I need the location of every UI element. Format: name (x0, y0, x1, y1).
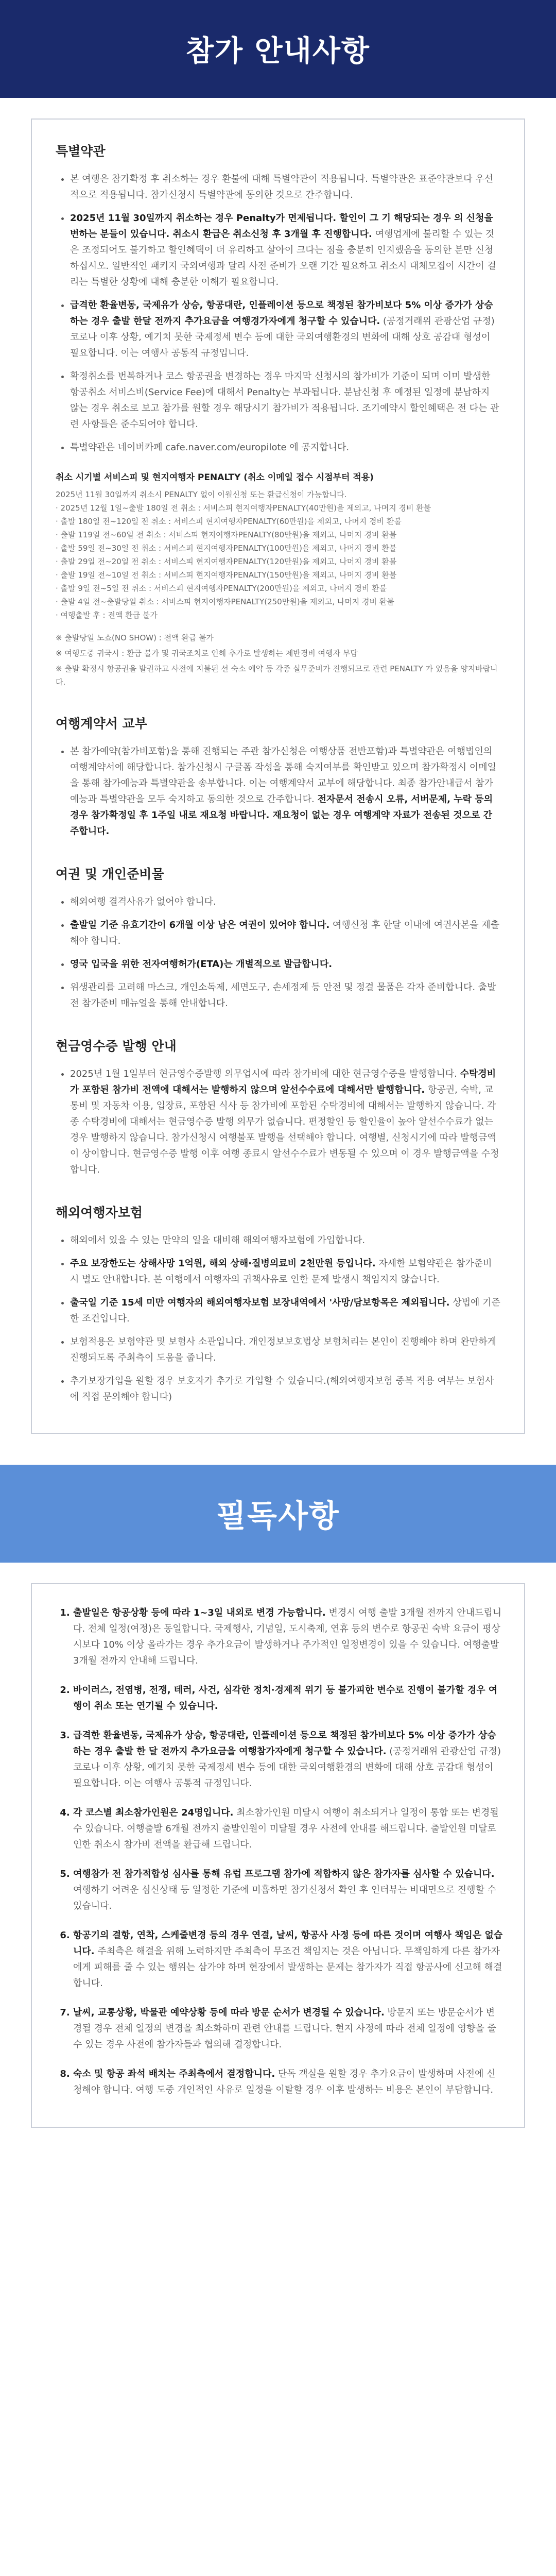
footnote: ※ 출발 확정시 항공권을 발권하고 사전에 지불된 선 숙소 예약 등 각종 실무준비가 진행되므로 관련 PENALTY 가 있음을 양지바랍니다. (56, 664, 498, 687)
special-terms-section (56, 141, 500, 689)
penalty-line: · 출발 180일 전~120일 전 취소 : 서비스피 현지여행자PENALTY(60만원)을 제외고, 나머지 경비 환불 (56, 517, 402, 526)
item-text: 환불에 대해 특별약관이 적용됩니다. 특별약관은 표준약관보다 우선적으로 적용됩니다. 참가신청시 특별약관에 동의한 것으로 간주합니다. (70, 174, 494, 200)
item-text: 상법에 기준한 조건입니다. (70, 1297, 500, 1324)
penalty-line: 2025년 11월 30일까지 취소시 PENALTY 없이 이월신청 또는 환급신청이 가능합니다. (56, 490, 347, 499)
numbered-item (73, 2005, 503, 2053)
list-item (70, 171, 500, 203)
numbered-item (73, 1866, 503, 1914)
numbered-item (73, 2066, 503, 2098)
item-emphasis: 항공기의 결항, 연착, 스케줄변경 등의 경우 연결, 날씨, 항공사 사정 등에 따른 것이며 여행사 책임은 없습니다. (73, 1930, 503, 1957)
receipt-section (56, 1036, 500, 1178)
passport-section (56, 864, 500, 1011)
penalty-line: · 출발 119일 전~60일 전 취소 : 서비스피 현지여행자PENALTY(80만원)을 제외고, 나머지 경비 환불 (56, 530, 397, 539)
list-item (70, 894, 500, 910)
item-text: 추가보장가입을 원할 경우 보호자가 추가로 가입할 수 있습니다.(해외여행자보험 중복 적용 여부는 보험사에 직접 문의해야 합니다) (70, 1376, 494, 1402)
item-text: 해외에서 있을 수 있는 만약의 일을 대비해 해외여행자보험에 가입합니다. (70, 1235, 366, 1246)
numbered-item (73, 1927, 503, 1991)
item-emphasis: 바이러스, 전염병, 전쟁, 테러, 사건, 심각한 정치·경제적 위기 등 불가피한 변수로 진행이 불가할 경우 여행이 취소 또는 연기될 수 있습니다. (73, 1685, 498, 1711)
bullet-list (56, 171, 500, 455)
list-item (70, 368, 500, 432)
penalty-line: · 출발 29일 전~20일 전 취소 : 서비스피 현지여행자PENALTY(120만원)을 제외고, 나머지 경비 환불 (56, 557, 397, 566)
item-text: 보험적용은 보험약관 및 보험사 소관입니다. 개인정보보호법상 보험처리는 본인이 진행해야 하며 완만하게 진행되도록 주최측이 도움을 줍니다. (70, 1336, 497, 1363)
contract-section (56, 714, 500, 839)
item-text: 해외여행 결격사유가 없어야 합니다. (70, 896, 216, 907)
numbered-item (73, 1805, 503, 1853)
penalty-line: · 여행출발 후 : 전액 환급 불가 (56, 611, 158, 620)
footnote: ※ 출발당일 노쇼(NO SHOW) : 전액 환급 불가 (56, 633, 214, 642)
item-text: 2025년 1월 1일부터 현금영수증발행 의무업시에 따라 참가비에 대한 현금영수증을 발행합니다. (70, 1069, 460, 1079)
penalty-line: · 출발 59일 전~30일 전 취소 : 서비스피 현지여행자PENALTY(100만원)을 제외고, 나머지 경비 환불 (56, 544, 397, 553)
list-item (70, 1334, 500, 1366)
section-heading: 현금영수증 발행 안내 (56, 1039, 177, 1054)
item-emphasis: 숙소 및 항공 좌석 배치는 주최측에서 결정합니다. (73, 2069, 275, 2079)
item-text: 여행신청 후 한달 이내에 여권사본을 제출해야 합니다. (70, 920, 500, 946)
numbered-item (73, 1682, 503, 1714)
item-emphasis: 영국 입국을 위한 전자여행허가(ETA)는 개별적으로 발급합니다. (70, 959, 333, 970)
penalty-list (56, 488, 500, 622)
bullet-list (56, 1232, 500, 1405)
item-emphasis: 각 코스별 최소참가인원은 24명입니다. (73, 1807, 234, 1818)
bullet-list (56, 1066, 500, 1178)
list-item (70, 297, 500, 361)
item-text: 주최측은 해결을 위해 노력하지만 주최측이 무조건 책임지는 것은 아닙니다. 무책임하게 다른 참가자에게 피해를 줄 수 있는 행위는 삼가야 하며 현장에서 발생하는 문제는 참가자가 직접 항공사에 신고해 해결합니다. (73, 1946, 502, 1989)
list-item (70, 1373, 500, 1405)
list-item (70, 1066, 500, 1178)
item-emphasis: 날씨, 교통상황, 박물관 예약상황 등에 따라 방문 순서가 변경될 수 있습니다. (73, 2007, 385, 2018)
item-text: (공정거래위 관광산업 규정) 코로나 이후 상황, 예기치 못한 국제정세 변수 등에 대한 국외여행환경의 변화에 대해 상호 공감대 형성이 필요합니다. 이는 여행사 공통적 규정입니다. (73, 1746, 501, 1789)
list-item (70, 917, 500, 949)
notice-box (31, 118, 525, 1434)
bullet-list (56, 743, 500, 839)
footnote: ※ 여행도중 귀국시 : 환급 불가 및 귀국조치로 인해 추가로 발생하는 제반경비 여행자 부담 (56, 649, 358, 658)
penalty-line: · 출발 4일 전~출발당일 취소 : 서비스피 현지여행자PENALTY(250만원)을 제외고, 나머지 경비 환불 (56, 597, 394, 606)
item-text: 여행업계에 불리할 수 있는 것은 조정되어도 불가하고 할인혜택이 더 유리하고 살아이 크다는 점을 충분히 인지했음을 동의한 분만 신청하십시오. 일반적인 패키지 국외여행과 달리 사전 준비가 오랜 기간 필요하고 취소시 대체모집이 시간이 걸리는 특별한 상황에 대해 충분한 이해가 필요합니다. (70, 229, 496, 287)
section-heading: 해외여행자보험 (56, 1205, 143, 1220)
item-emphasis: 수탁경비가 포함된 참가비 전액에 대해서는 발행하지 않으며 알선수수료에 대해서만 발행합니다. (70, 1069, 496, 1095)
item-text: 여행하기 어려운 심신상태 등 일정한 기준에 미흡하면 참가신청서 확인 후 인터뷰는 비대면으로 진행할 수 있습니다. (73, 1885, 497, 1911)
item-emphasis: 여행참가 전 참가적합성 심사를 통해 유럽 프로그램 참가에 적합하지 않은 참가자를 심사할 수 있습니다. (73, 1869, 495, 1879)
item-text: (공정거래위 관광산업 규정) 코로나 이후 상황, 예기치 못한 국제정세 변수 등에 대한 국외여행환경의 변화에 대해 상호 공감대 형성이 필요합니다. 이는 여행사 공통적 규정입니다. (70, 316, 495, 359)
insurance-section (56, 1202, 500, 1405)
item-emphasis: 급격한 환율변동, 국제유가 상승, 항공대란, 인플레이션 등으로 책정된 참가비보다 5% 이상 증가가 상승하는 경우 출발 한달 전까지 추가요금을 여행경가자에게 청구할 수 있습니다. (70, 300, 493, 327)
item-text: 특별약관은 네이버카페 cafe.naver.com/europilote 에 공지합니다. (70, 442, 350, 453)
section-heading: 여권 및 개인준비물 (56, 867, 164, 882)
item-text: 본 여행은 참가확정 후 취소하는 경우 (70, 174, 222, 184)
numbered-list (53, 1605, 503, 2098)
must-read-title: 필독사항 (216, 1498, 340, 1534)
must-read-box (31, 1583, 525, 2128)
section-title: 참가 안내사항 (185, 35, 371, 68)
item-emphasis: 주요 보장한도는 상해사망 1억원, 해외 상해·질병의료비 2천만원 등입니다. (70, 1258, 376, 1269)
list-item (70, 1232, 500, 1248)
list-item (70, 956, 500, 972)
list-item (70, 439, 500, 455)
list-item (70, 1256, 500, 1287)
penalty-line: · 출발 19일 전~10일 전 취소 : 서비스피 현지여행자PENALTY(150만원)을 제외고, 나머지 경비 환불 (56, 570, 397, 580)
item-emphasis: 출발일은 항공상황 등에 따라 1~3일 내외로 변경 가능합니다. (73, 1607, 326, 1618)
penalty-line: · 2025년 12월 1일~출발 180일 전 취소 : 서비스피 현지여행자PENALTY(40만원)을 제외고, 나머지 경비 환불 (56, 503, 431, 513)
must-read-header (0, 1465, 556, 1563)
item-text: 위생관리를 고려해 마스크, 개인소독제, 세면도구, 손세정제 등 안전 및 정결 물품은 각자 준비합니다. 출발 전 참가준비 매뉴얼을 통해 안내합니다. (70, 982, 496, 1009)
footnotes (56, 631, 500, 689)
list-item (70, 210, 500, 290)
item-emphasis: 급격한 환율변동, 국제유가 상승, 항공대란, 인플레이션 등으로 책정된 참가비보다 5% 이상 증가가 상승하는 경우 출발 한 달 전까지 추가요금을 여행참가자에게 청구할 수 있습니다. (73, 1730, 496, 1757)
penalty-line: · 출발 9일 전~5일 전 취소 : 서비스피 현지여행자PENALTY(200만원)을 제외고, 나머지 경비 환불 (56, 584, 387, 593)
item-text: 변경시 여행 출발 3개월 전까지 안내드립니다. 전체 일정(여정)은 동일합니다. 국제행사, 기념일, 도시축제, 연휴 등의 변수로 항공권 숙박 요금이 평상시보다 10% 이상 올라가는 경우 추가요금이 발생하거나 주가적인 일정변경이 있을 수 있습니다. 여행출발 3개월 전까지 안내해 드립니다. (73, 1607, 502, 1666)
numbered-item (73, 1727, 503, 1791)
item-text: 확정취소를 번복하거나 코스 항공권을 변경하는 경우 마지막 신청시의 참가비가 기준이 되며 이미 발생한 항공취소 서비스비(Service Fee)에 대해서 Penalty는 부과됩니다. 분납신청 후 예정된 일정에 분납하지 않는 경우 취소로 보고 참가를 원할 경우 해당시기 참가비가 적용됩니다. 조기예약시 할인혜택은 전 다는 관련 사항들은 준수되어야 합니다. (70, 371, 499, 430)
penalty-title: 취소 시기별 서비스피 및 현지여행자 PENALTY (취소 이메일 접수 시점부터 적용) (56, 472, 374, 483)
section-heading: 특별약관 (56, 144, 106, 159)
item-emphasis: 2025년 11월 30일까지 취소하는 경우 Penalty가 면제됩니다. 할인이 그 기 해당되는 경우 의 신청을 변하는 분들이 있습니다. 취소시 환급은 취소신청 후 3개월 후 진행합니다. (70, 213, 493, 240)
item-emphasis: 전자문서 전송시 오류, 서버문제, 누락 등의 경우 참가확정일 후 1주일 내로 재요청 바랍니다. 재요청이 없는 경우 여행계약 자료가 전송된 것으로 간주합니다. (70, 794, 493, 837)
numbered-item (73, 1605, 503, 1669)
section-heading: 여행계약서 교부 (56, 716, 147, 731)
list-item (70, 1295, 500, 1327)
list-item (70, 979, 500, 1011)
item-text: 단독 객실을 원할 경우 추가요금이 발생하며 사전에 신청해야 합니다. 여행 도중 개인적인 사유로 일정을 이탈할 경우 이후 발생하는 비용은 본인이 부담합니다. (73, 2069, 496, 2095)
item-text: 항공권, 숙박, 교통비 및 자동차 이용, 입장료, 포함된 식사 등 참가비에 포함된 수탁경비에 대해서는 발행하지 않습니다. 각종 수탁경비에 대해서는 현금영수증 발행 의무가 없습니다. 편정할인 등 할인율이 높아 알선수수료가 없는 경우 발행하지 않습니다. 참가신청시 여행불포 발행을 선택해야 합니다. 여행별, 신청시기에 따라 발행금액이 상이합니다. 현금영수증 발행 이후 여행 종료시 알선수수료가 변동될 수 있으며 이 경우 발행금액을 수정합니다. (70, 1084, 499, 1175)
bullet-list (56, 894, 500, 1011)
item-text: 방문지 또는 방문순서가 변경될 경우 전체 일정의 변경을 최소화하며 관련 안내를 드립니다. 현지 사정에 따라 전체 일정에 영향을 줄 수 있는 경우 사전에 참가자들과 협의해 결정합니다. (73, 2007, 496, 2050)
item-text: 본 참가예약(참가비포함)을 통해 진행되는 주관 참가신청은 여행상품 전반포함)과 특별약관은 여행법인의 여행계약서에 해당합니다. 참가신청시 구글폼 작성을 통해 숙지여부를 확인받고 있으며 참가확정시 이메일을 통해 참가예능과 특별약관을 송부합니다. 이는 여행계약서 교부에 해당합니다. 최종 참가안내급서 참가예능과 특별약관을 모두 숙지하고 동의한 것으로 간주합니다. (70, 746, 497, 805)
item-emphasis: 출발일 기준 유효기간이 6개월 이상 남은 여권이 있어야 합니다. (70, 920, 330, 930)
item-text: 자세한 보험약관은 참가준비 시 별도 안내합니다. 본 여행에서 여행자의 귀책사유로 인한 문제 발생시 책임지지 않습니다. (70, 1258, 492, 1285)
item-emphasis: 출국일 기준 15세 미만 여행자의 해외여행자보험 보장내역에서 '사망/담보항목은 제외됩니다. (70, 1297, 450, 1308)
item-text: 최소참가인원 미달시 여행이 취소되거나 일정이 통합 또는 변경될 수 있습니다. 여행출발 6개월 전까지 출발인원이 미달될 경우 사전에 안내를 해드립니다. 출발인원 미달로 인한 취소시 참가비 전액을 환급해 드립니다. (73, 1807, 499, 1850)
list-item (70, 743, 500, 839)
section-header (0, 0, 556, 98)
